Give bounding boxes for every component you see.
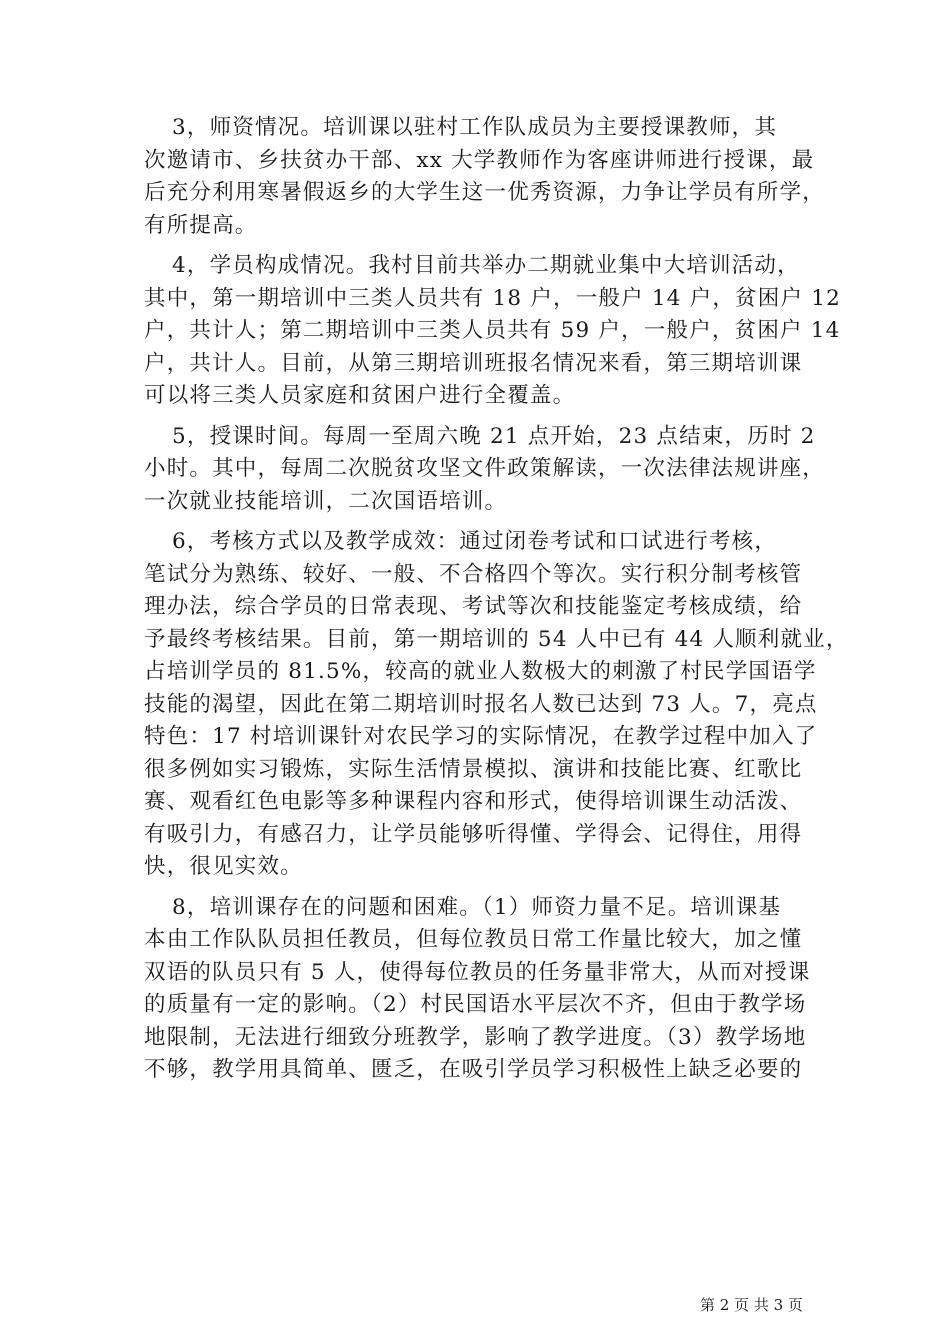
text-line: 8，培训课存在的问题和困难。（1）师资力量不足。培训课基	[172, 894, 782, 920]
text-line: 特色：17 村培训课针对农民学习的实际情况，在教学过程中加入了	[144, 724, 818, 749]
text-line: 4，学员构成情况。我村目前共举办二期就业集中大培训活动，	[172, 253, 800, 278]
text-line: 笔试分为熟练、较好、一般、不合格四个等次。实行积分制考核管	[144, 561, 803, 587]
paragraph-problems	[144, 892, 816, 1087]
text-line: 6，考核方式以及教学成效：通过闭卷考试和口试进行考核，	[172, 529, 778, 554]
text-line: 户，共计人。目前，从第三期培训班报名情况来看，第三期培训课	[144, 350, 803, 376]
text-line: 本由工作队队员担任教员，但每位教员日常工作量比较大，加之懂	[144, 927, 803, 952]
text-line: 赛、观看红色电影等多种课程内容和形式，使得培训课生动活泼、	[144, 789, 803, 814]
paragraph-trainees	[144, 250, 841, 413]
text-line: 有吸引力，有感召力，让学员能够听得懂、学得会、记得住，用得	[144, 821, 803, 847]
text-line: 快，很见实效。	[144, 854, 303, 879]
text-line: 的质量有一定的影响。（2）村民国语水平层次不齐，但由于教学场	[144, 992, 807, 1017]
text-line: 地限制，无法进行细致分班教学，影响了教学进度。（3）教学场地	[144, 1024, 807, 1050]
text-line: 有所提高。	[144, 212, 258, 238]
page-number-footer: 第 2 页 共 3 页	[700, 1296, 803, 1314]
text-line: 次邀请市、乡扶贫办干部、xx 大学教师作为客座讲师进行授课，最	[144, 147, 815, 173]
text-line: 不够，教学用具简单、匮乏，在吸引学员学习积极性上缺乏必要的	[144, 1057, 803, 1082]
text-line: 可以将三类人员家庭和贫困户进行全覆盖。	[144, 383, 576, 408]
text-line: 其中，第一期培训中三类人员共有 18 户，一般户 14 户，贫困户 12	[144, 285, 841, 311]
text-line: 技能的渴望，因此在第二期培训时报名人数已达到 73 人。7，亮点	[144, 691, 818, 717]
text-line: 后充分利用寒暑假返乡的大学生这一优秀资源，力争让学员有所学，	[144, 180, 826, 205]
text-line: 一次就业技能培训，二次国语培训。	[144, 488, 508, 514]
body-text	[144, 112, 849, 1087]
text-line: 理办法，综合学员的日常表现、考试等次和技能鉴定考核成绩，给	[144, 594, 803, 619]
paragraph-teachers	[144, 112, 826, 242]
text-line: 很多例如实习锻炼，实际生活情景模拟、演讲和技能比赛、红歌比	[144, 756, 803, 782]
text-line: 占培训学员的 81.5%，较高的就业人数极大的刺激了村民学国语学	[144, 659, 817, 684]
text-line: 双语的队员只有 5 人，使得每位教员的任务量非常大，从而对授课	[144, 959, 811, 985]
text-line: 小时。其中，每周二次脱贫攻坚文件政策解读，一次法律法规讲座，	[144, 456, 826, 481]
text-line: 予最终考核结果。目前，第一期培训的 54 人中已有 44 人顺利就业，	[144, 626, 849, 652]
text-line: 3，师资情况。培训课以驻村工作队成员为主要授课教师，其	[172, 115, 778, 140]
paragraph-assessment	[144, 526, 849, 884]
text-line: 5，授课时间。每周一至周六晚 21 点开始，23 点结束，历时 2	[172, 423, 816, 449]
text-line: 户，共计人；第二期培训中三类人员共有 59 户，一般户，贫困户 14	[144, 318, 841, 343]
paragraph-schedule	[144, 421, 826, 519]
